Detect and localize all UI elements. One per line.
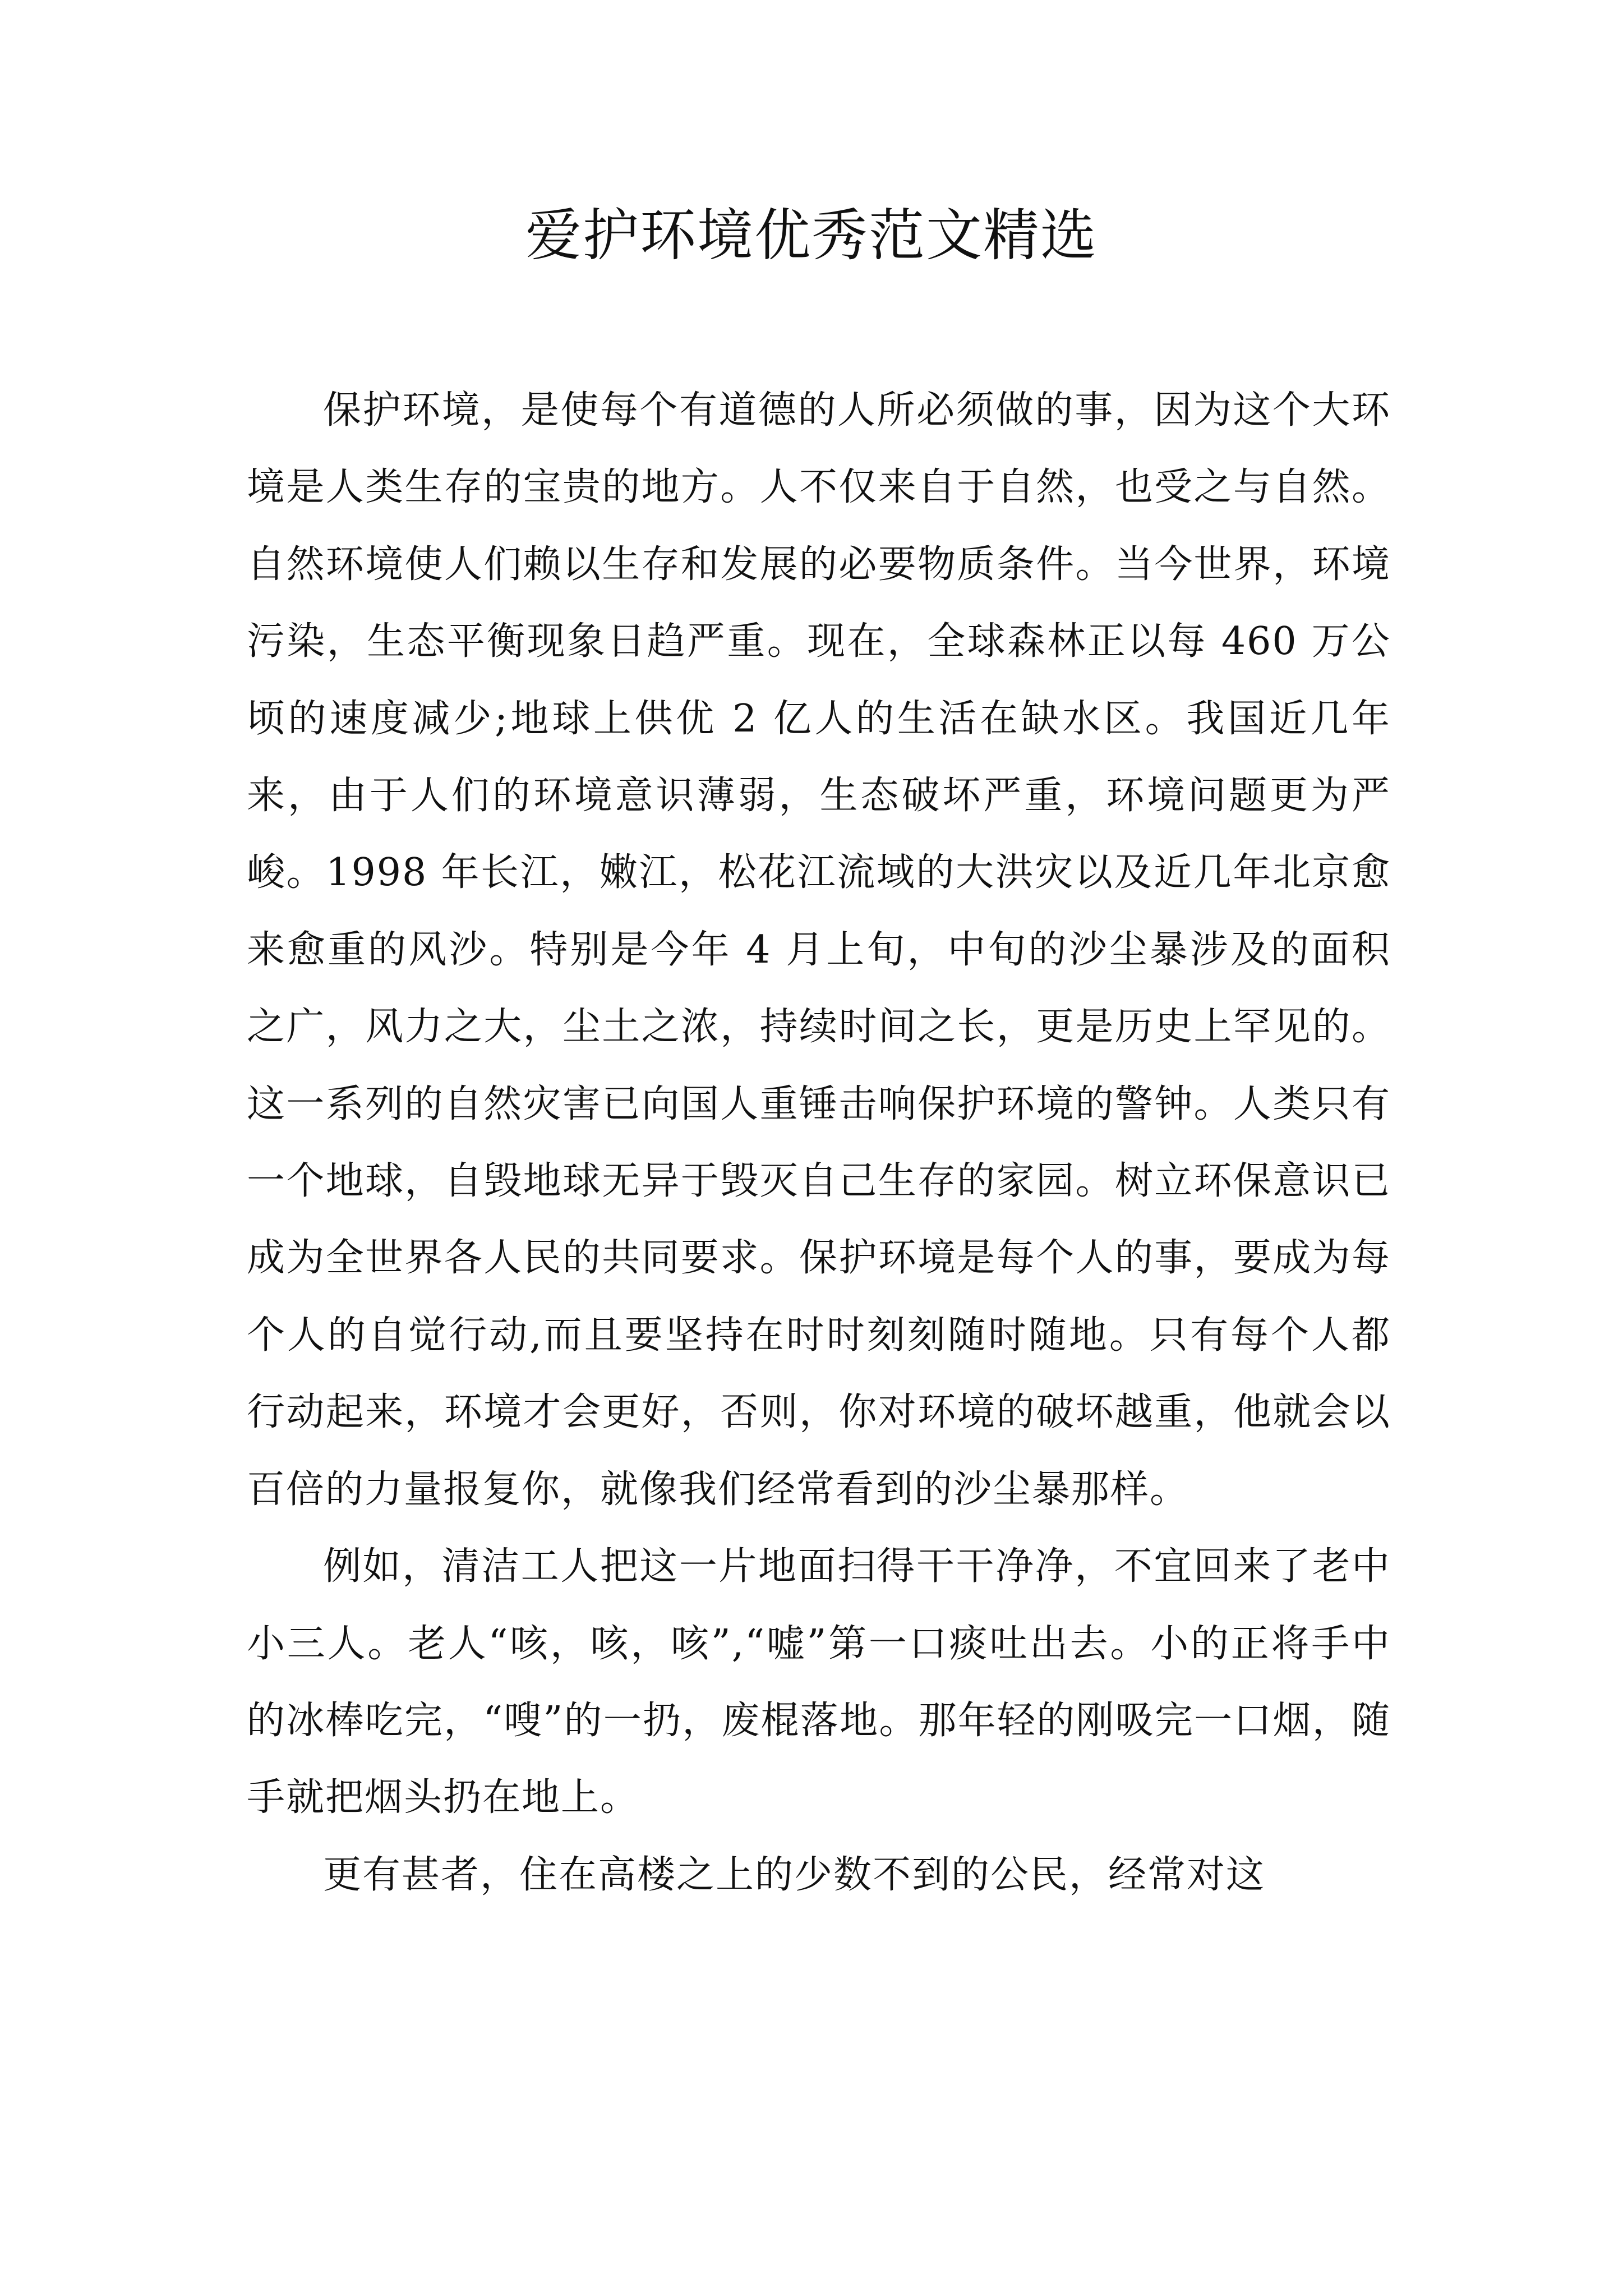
document-title: 爱护环境优秀范文精选: [525, 203, 1098, 268]
paragraph-3: 更有甚者，住在高楼之上的少数不到的公民，经常对这: [323, 1852, 1266, 1897]
paragraph-2: 例如，清洁工人把这一片地面扫得干干净净，不宜回来了老中小三人。老人“咳，咳，咳”,“嘘”第一口痰吐出去。小的正将手中的冰棒吃完，“嗖”的一扔，废棍落地。那年轻的刚吸完一口烟，随手就把烟头扔在地上。: [247, 1544, 1391, 1820]
paragraph-1: 保护环境，是使每个有道德的人所必须做的事，因为这个大环境是人类生存的宝贵的地方。人不仅来自于自然，也受之与自然。自然环境使人们赖以生存和发展的必要物质条件。当今世界，环境污染，生态平衡现象日趋严重。现在，全球森林正以每 460 万公顷的速度减少;地球上供优 2 亿人的生活在缺水区。我国近几年来，由于人们的环境意识薄弱，生态破坏严重，环境问题更为严峻。1998 年长江，嫩江，松花江流域的大洪灾以及近几年北京愈来愈重的风沙。特别是今年 4 月上旬，中旬的沙尘暴涉及的面积之广，风力之大，尘土之浓，持续时间之长，更是历史上罕见的。这一系列的自然灾害已向国人重锤击响保护环境的警钟。人类只有一个地球，自毁地球无异于毁灭自己生存的家园。树立环保意识已成为全世界各人民的共同要求。保护环境是每个人的事，要成为每个人的自觉行动,而且要坚持在时时刻刻随时随地。只有每个人都行动起来，环境才会更好，否则，你对环境的破坏越重，他就会以百倍的力量报复你，就像我们经常看到的沙尘暴那样。: [247, 388, 1391, 1512]
document-body: [247, 372, 1391, 1913]
